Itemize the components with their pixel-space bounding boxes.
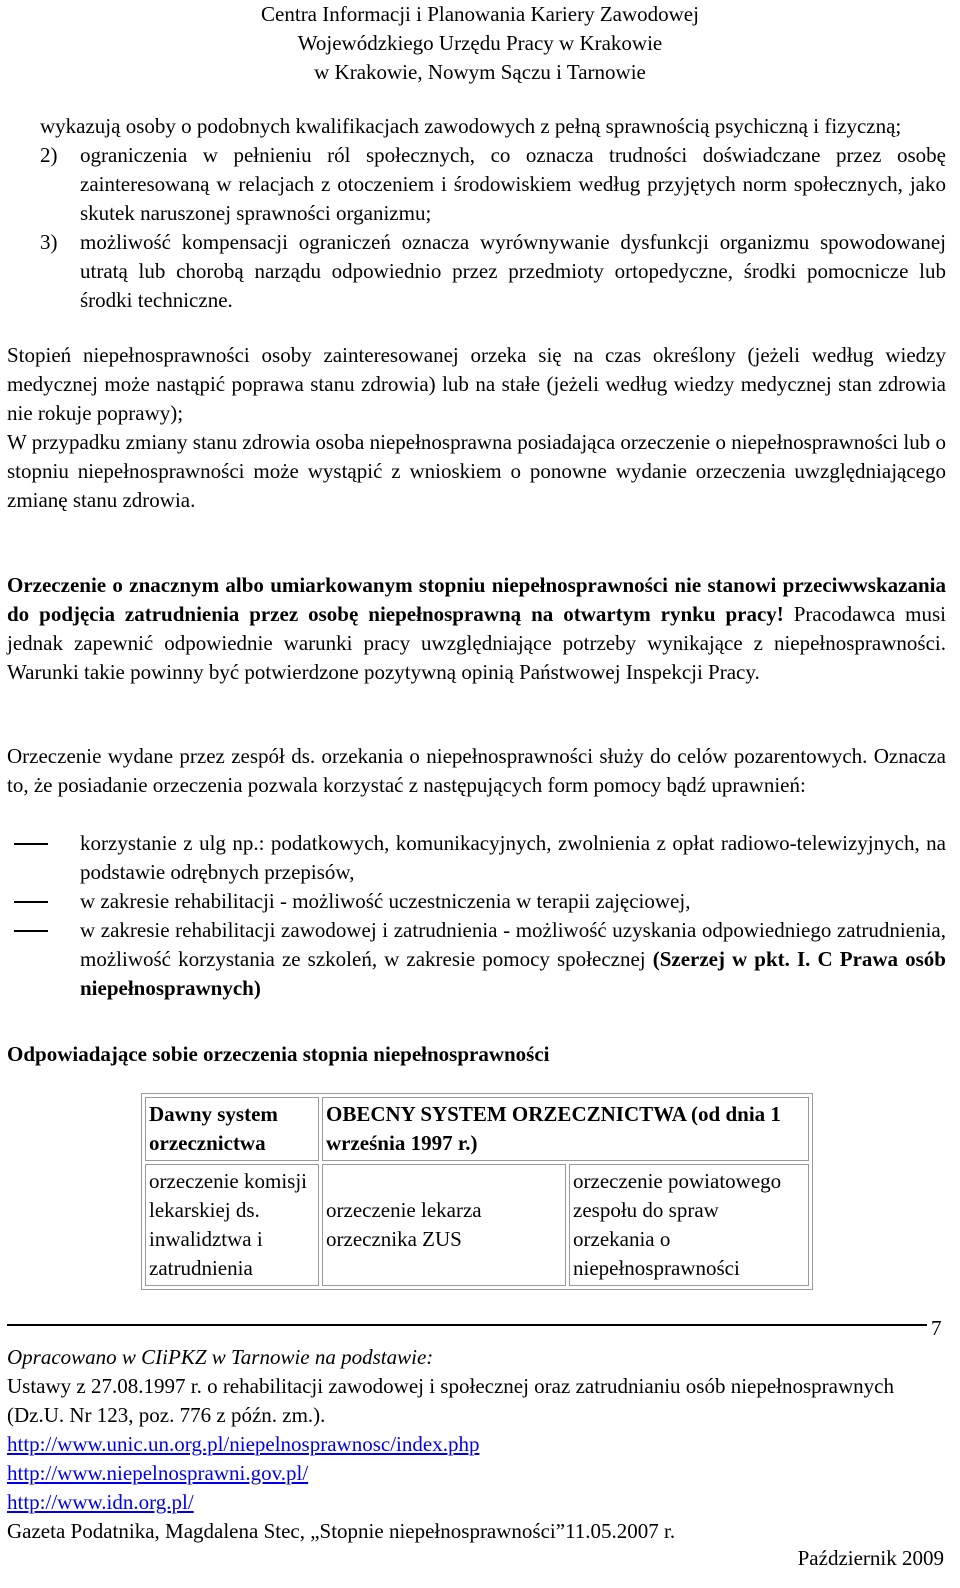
- numbered-list: [40, 112, 946, 315]
- paragraph-text: Stopień niepełnosprawności osoby zainteresowanej orzeka się na czas określony (jeżeli według wiedzy medycznej może nastąpić poprawa stanu zdrowia) lub na stałe (jeżeli według wiedzy medycznej stan zdrowia nie rokuje poprawy);: [7, 343, 946, 425]
- table-row: [145, 1164, 809, 1286]
- dash-item-text-normal: w zakresie rehabilitacji zawodowej i zatrudnienia - możliwość uzyskania odpowiedniego zatrudnienia, możliwość korzystania ze szkoleń, w zakresie pomocy społecznej: [80, 918, 946, 971]
- list-item-number: 3): [40, 230, 58, 254]
- paragraph-non-pension: [7, 742, 946, 800]
- dash-item-text: [80, 916, 946, 1003]
- paragraph-duration: [7, 341, 946, 515]
- source-law: Ustawy z 27.08.1997 r. o rehabilitacji zawodowej i społecznej oraz zatrudnianiu osób niepełnosprawnych (Dz.U. Nr 123, poz. 776 z późn. zm.).: [7, 1374, 894, 1427]
- dash-bullet-icon: [14, 843, 48, 845]
- dash-list-item: [7, 887, 946, 916]
- list-item-3: [40, 228, 946, 315]
- page-header: [0, 0, 960, 87]
- header-line-2: Wojewódzkiego Urzędu Pracy w Krakowie: [297, 31, 663, 55]
- source-label: Opracowano w CIiPKZ w Tarnowie na podstawie:: [7, 1345, 434, 1369]
- table-header-text: OBECNY SYSTEM ORZECZNICTWA (od dnia 1 września 1997 r.): [326, 1102, 781, 1155]
- source-link-unic[interactable]: http://www.unic.un.org.pl/niepelnosprawnosc/index.php: [7, 1432, 480, 1456]
- header-line-3: w Krakowie, Nowym Sączu i Tarnowie: [314, 60, 646, 84]
- source-link-idn[interactable]: http://www.idn.org.pl/: [7, 1490, 194, 1514]
- paragraph-employment: [7, 571, 946, 687]
- page-number: 7: [931, 1316, 942, 1340]
- table-cell: orzeczenie komisji lekarskiej ds. inwalidztwa i zatrudnienia: [145, 1164, 319, 1286]
- table-row: [145, 1097, 809, 1161]
- table-cell: orzeczenie powiatowego zespołu do spraw orzekania o niepełnosprawności: [569, 1164, 809, 1286]
- section-title: Odpowiadające sobie orzeczenia stopnia niepełnosprawności: [7, 1042, 550, 1066]
- dash-list-item: [7, 829, 946, 887]
- certificates-table: [141, 1093, 813, 1290]
- table-header-old-system: [145, 1097, 319, 1161]
- paragraph-text: W przypadku zmiany stanu zdrowia osoba niepełnosprawna posiadająca orzeczenie o niepełnosprawności lub o stopniu niepełnosprawności może wystąpić z wnioskiem o ponowne wydanie orzeczenia uwzględniającego zmianę stanu zdrowia.: [7, 430, 946, 512]
- dash-list-item: [7, 916, 946, 1003]
- footer-date: Październik 2009: [797, 1546, 944, 1570]
- list-item-text: możliwość kompensacji ograniczeń oznacza wyrównywanie dysfunkcji organizmu spowodowanej utratą lub chorobą narządu odpowiednio przez przedmioty ortopedyczne, środki pomocnicze lub środki techniczne.: [80, 230, 946, 312]
- footer-divider: [7, 1324, 927, 1326]
- dash-bullet-icon: [14, 930, 48, 932]
- source-link-niepelnosprawni[interactable]: http://www.niepelnosprawni.gov.pl/: [7, 1461, 309, 1485]
- list-continuation: wykazują osoby o podobnych kwalifikacjach zawodowych z pełną sprawnością psychiczną i fizyczną;: [40, 114, 902, 138]
- dash-item-text-bold: (Szerzej w pkt. I. C Prawa osób niepełnosprawnych): [80, 947, 946, 1000]
- paragraph-text: Orzeczenie wydane przez zespół ds. orzekania o niepełnosprawności służy do celów pozarentowych. Oznacza to, że posiadanie orzeczenia pozwala korzystać z następujących form pomocy bądź uprawnień:: [7, 744, 946, 797]
- table-header-new-system: [322, 1097, 809, 1161]
- dash-bullet-icon: [14, 901, 48, 903]
- table-header-text: Dawny system orzecznictwa: [149, 1102, 278, 1155]
- footer-sources: [7, 1343, 947, 1546]
- dash-item-text: korzystanie z ulg np.: podatkowych, komunikacyjnych, zwolnienia z opłat radiowo-telewizyjnych, na podstawie odrębnych przepisów,: [80, 831, 946, 884]
- header-line-1: Centra Informacji i Planowania Kariery Zawodowej: [261, 2, 699, 26]
- source-gazeta: Gazeta Podatnika, Magdalena Stec, „Stopnie niepełnosprawności”11.05.2007 r.: [7, 1519, 676, 1543]
- paragraph-text: Pracodawca musi jednak zapewnić odpowiednie warunki pracy uwzględniające potrzeby wynikające z niepełnosprawności. Warunki takie powinny być potwierdzone pozytywną opinią Państwowej Inspekcji Pracy.: [7, 602, 946, 684]
- dash-list: [7, 829, 946, 1003]
- list-item-number: 2): [40, 143, 58, 167]
- table-cell: orzeczenie lekarza orzecznika ZUS: [322, 1164, 566, 1286]
- list-item-2: [40, 141, 946, 228]
- dash-item-text: w zakresie rehabilitacji - możliwość uczestniczenia w terapii zajęciowej,: [80, 889, 691, 913]
- paragraph-bold-text: Orzeczenie o znacznym albo umiarkowanym stopniu niepełnosprawności nie stanowi przeciwwskazania do podjęcia zatrudnienia przez osobę niepełnosprawną na otwartym rynku pracy!: [7, 573, 946, 626]
- list-item-text: ograniczenia w pełnieniu ról społecznych, co oznacza trudności doświadczane przez osobę zainteresowaną w relacjach z otoczeniem i środowiskiem według przyjętych norm społecznych, jako skutek naruszonej sprawności organizmu;: [80, 143, 946, 225]
